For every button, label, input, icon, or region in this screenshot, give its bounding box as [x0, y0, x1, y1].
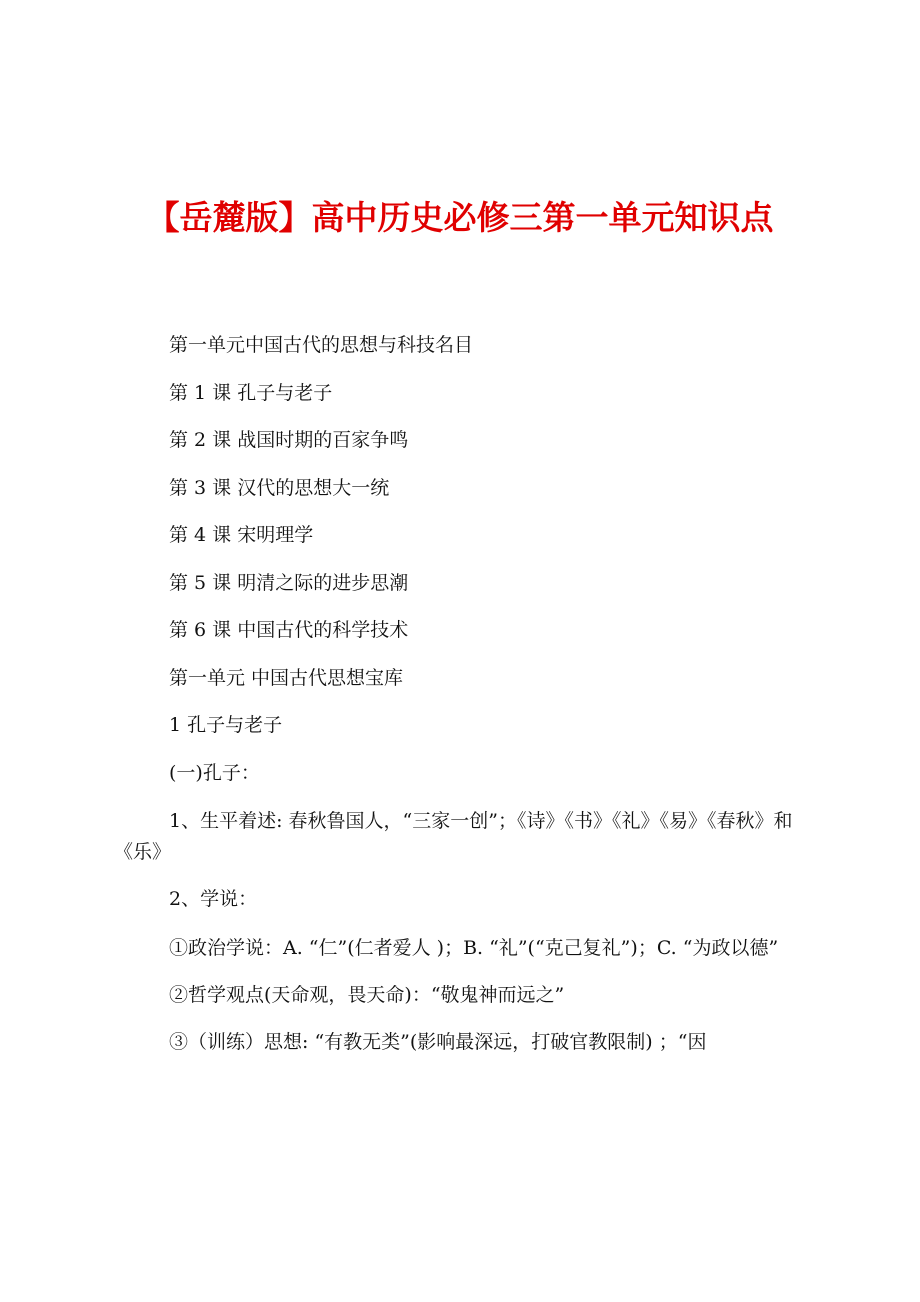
lesson-1: 第 1 课 孔子与老子 [169, 381, 333, 404]
section-heading: 第一单元 中国古代思想宝库 [169, 666, 404, 689]
document-title: 【岳麓版】高中历史必修三第一单元知识点 [146, 198, 774, 237]
philosophy-paragraph: ②哲学观点(天命观，畏天命)：“敬鬼神而远之” [169, 983, 565, 1006]
education-paragraph: ③（训练）思想: “有教无类”(影响最深远，打破官教限制) ；“因 [169, 1031, 707, 1053]
document-body [114, 322, 816, 1067]
lesson-3: 第 3 课 汉代的思想大一统 [169, 476, 390, 499]
unit-heading: 第一单元中国古代的思想与科技名目 [169, 334, 474, 356]
lesson-6: 第 6 课 中国古代的科学技术 [169, 619, 409, 641]
lesson-4: 第 4 课 宋明理学 [169, 524, 314, 546]
lesson-2: 第 2 课 战国时期的百家争鸣 [169, 429, 409, 451]
life-and-works-paragraph: 1、生平着述: 春秋鲁国人，“三家一创”；《诗》《书》《礼》《易》《春秋》和《乐》 [114, 810, 793, 863]
confucius-heading: (一)孔子： [169, 761, 260, 784]
political-doctrine-paragraph: ①政治学说：A. “仁”(仁者爱人 )；B. “礼”(“克己复礼”)；C. “为政以德” [169, 936, 779, 959]
doctrine-heading: 2、学说： [169, 888, 258, 910]
subsection-heading: 1 孔子与老子 [169, 714, 283, 736]
lesson-5: 第 5 课 明清之际的进步思潮 [169, 571, 409, 594]
